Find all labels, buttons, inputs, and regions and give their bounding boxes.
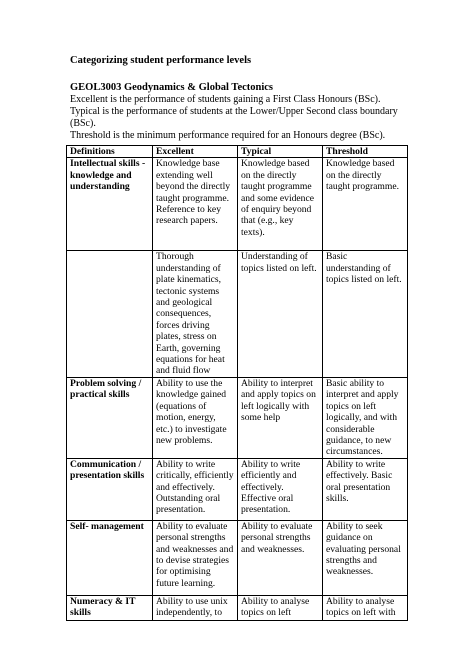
threshold-cell: Ability to analyse topics on left with xyxy=(323,595,408,620)
typical-cell: Ability to write efficiently and effectively. Effective oral presentation. xyxy=(238,458,323,520)
document-heading: Categorizing student performance levels xyxy=(70,55,252,66)
threshold-cell: Knowledge based on the directly taught programme. xyxy=(323,158,408,251)
excellent-cell: Ability to use unix independently, to xyxy=(153,595,238,620)
header-threshold: Threshold xyxy=(323,146,408,158)
excellent-cell: Ability to use the knowledge gained (equations of motion, energy, etc.) to investigate new problems. xyxy=(153,377,238,458)
definition-cell: Numeracy & IT skills xyxy=(67,595,153,620)
definition-cell: Problem solving / practical skills xyxy=(67,377,153,458)
typical-cell: Understanding of topics listed on left. xyxy=(238,251,323,377)
table-row xyxy=(67,158,408,251)
excellent-cell: Ability to write critically, efficiently and effectively. Outstanding oral presentation. xyxy=(153,458,238,520)
typical-cell: Ability to evaluate personal strengths and weaknesses. xyxy=(238,520,323,595)
header-excellent: Excellent xyxy=(153,146,238,158)
excellent-cell: Thorough understanding of plate kinematics, tectonic systems and geological consequences, forces driving plates, stress on Earth, governing equations for heat and fluid flow xyxy=(153,251,238,377)
intro-text xyxy=(70,94,410,142)
course-title: GEOL3003 Geodynamics & Global Tectonics xyxy=(70,82,274,93)
table-header-row xyxy=(67,146,408,158)
table-row xyxy=(67,251,408,377)
excellent-cell: Ability to evaluate personal strengths and weaknesses and to devise strategies for optimising future learning. xyxy=(153,520,238,595)
intro-line-excellent: Excellent is the performance of students gaining a First Class Honours (BSc). xyxy=(70,94,381,105)
typical-cell: Knowledge based on the directly taught programme and some evidence of enquiry beyond that (e.g., key texts). xyxy=(238,158,323,251)
table-row xyxy=(67,520,408,595)
threshold-cell: Ability to write effectively. Basic oral presentation skills. xyxy=(323,458,408,520)
performance-table xyxy=(66,145,408,621)
intro-line-threshold: Threshold is the minimum performance required for an Honours degree (BSc). xyxy=(70,130,386,141)
definition-cell xyxy=(67,251,153,377)
threshold-cell: Ability to seek guidance on evaluating personal strengths and weaknesses. xyxy=(323,520,408,595)
excellent-cell: Knowledge base extending well beyond the directly taught programme. Reference to key research papers. xyxy=(153,158,238,251)
definition-cell: Intellectual skills - knowledge and understanding xyxy=(67,158,153,251)
typical-cell: Ability to analyse topics on left xyxy=(238,595,323,620)
definition-cell: Self- management xyxy=(67,520,153,595)
header-definitions: Definitions xyxy=(67,146,153,158)
document-page xyxy=(70,54,410,142)
header-typical: Typical xyxy=(238,146,323,158)
table-row xyxy=(67,377,408,458)
definition-cell: Communication / presentation skills xyxy=(67,458,153,520)
table-row xyxy=(67,595,408,620)
threshold-cell: Basic understanding of topics listed on left. xyxy=(323,251,408,377)
intro-line-typical: Typical is the performance of students at the Lower/Upper Second class boundary (BSc). xyxy=(70,106,398,129)
typical-cell: Ability to interpret and apply topics on left logically with some help xyxy=(238,377,323,458)
threshold-cell: Basic ability to interpret and apply topics on left logically, and with considerable guidance, to new circumstances. xyxy=(323,377,408,458)
table-row xyxy=(67,458,408,520)
